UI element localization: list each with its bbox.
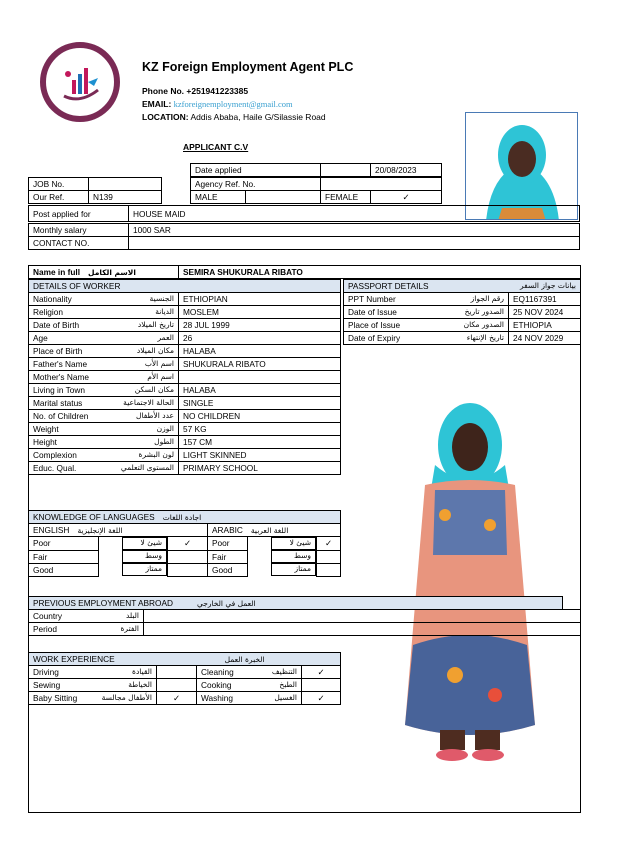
detail-value: LIGHT SKINNED	[179, 449, 341, 462]
work-skill-right: Washing الغسيل	[197, 692, 302, 705]
details-row	[29, 423, 341, 436]
detail-value: NO CHILDREN	[179, 410, 341, 423]
details-row	[29, 449, 341, 462]
detail-value: 157 CM	[179, 436, 341, 449]
work-tick-left: ✓	[157, 692, 197, 705]
country-label: Country البلد	[29, 610, 144, 623]
detail-label: Living in Town مكان السكن	[29, 384, 179, 397]
work-tick-left	[157, 679, 197, 692]
job-ref-table	[28, 177, 162, 204]
detail-label: No. of Children عدد الأطفال	[29, 410, 179, 423]
details-row	[29, 293, 341, 306]
salary-label: Monthly salary	[29, 224, 129, 237]
details-row	[29, 332, 341, 345]
portrait-icon	[466, 113, 578, 220]
post-label: Post applied for	[29, 206, 129, 222]
lang-level-label: Poor	[208, 537, 248, 551]
female-tick: ✓	[371, 191, 442, 204]
detail-value: HALABA	[179, 345, 341, 358]
lang-level-label: Fair	[29, 550, 99, 563]
detail-value	[179, 371, 341, 384]
detail-label: Mother's Name اسم الأم	[29, 371, 179, 384]
work-skill-right: Cleaning التنظيف	[197, 666, 302, 679]
detail-label: Date of Birth تاريخ الميلاد	[29, 319, 179, 332]
work-tick-right: ✓	[302, 666, 341, 679]
passport-label: Date of Expiry تاريخ الإنتهاء	[344, 332, 509, 345]
agency-ref-label: Agency Ref. No.	[191, 178, 321, 191]
lang-level-ar: ممتاز	[122, 563, 167, 576]
arabic-tick	[317, 563, 341, 576]
detail-value: HALABA	[179, 384, 341, 397]
our-ref-value: N139	[89, 191, 162, 204]
contact-label: CONTACT NO.	[29, 237, 129, 250]
arabic-label: ARABIC اللغة العربية	[208, 524, 341, 537]
lang-level-label: Good	[208, 563, 248, 576]
male-label: MALE	[191, 191, 246, 204]
lang-level-label: Fair	[208, 550, 248, 563]
passport-row	[344, 332, 581, 345]
details-row	[29, 319, 341, 332]
languages-table	[28, 510, 341, 577]
passport-value: EQ1167391	[509, 293, 581, 306]
passport-label: PPT Number رقم الجواز	[344, 293, 509, 306]
work-row	[29, 679, 341, 692]
detail-label: Weight الوزن	[29, 423, 179, 436]
post-table	[28, 205, 580, 222]
lang-level-ar: شيئ لا	[271, 537, 316, 550]
passport-value: 25 NOV 2024	[509, 306, 581, 319]
prev-employment-heading: PREVIOUS EMPLOYMENT ABROAD العمل في الخارجي	[29, 597, 563, 610]
name-row	[28, 265, 581, 279]
detail-value: SINGLE	[179, 397, 341, 410]
detail-label: Religion الديانة	[29, 306, 179, 319]
details-row	[29, 371, 341, 384]
detail-label: Place of Birth مكان الميلاد	[29, 345, 179, 358]
work-row	[29, 666, 341, 679]
salary-contact-table	[28, 223, 580, 250]
detail-value: SHUKURALA RIBATO	[179, 358, 341, 371]
lang-level-label: Good	[29, 563, 99, 576]
detail-label: Educ. Qual. المستوى التعلمي	[29, 462, 179, 475]
languages-heading: KNOWLEDGE OF LANGUAGES اجادة اللغات	[29, 511, 341, 524]
passport-table	[343, 279, 581, 345]
company-email: EMAIL: kzforeignemployment@gmail.com	[142, 99, 293, 109]
post-value: HOUSE MAID	[129, 206, 580, 222]
work-skill-left: Baby Sitting الأطفال مجالسة	[29, 692, 157, 705]
work-experience-table	[28, 652, 341, 705]
passport-row	[344, 319, 581, 332]
name-value: SEMIRA SHUKURALA RIBATO	[179, 266, 581, 279]
english-tick	[168, 563, 208, 576]
detail-value: 57 KG	[179, 423, 341, 436]
passport-value: ETHIOPIA	[509, 319, 581, 332]
details-row	[29, 345, 341, 358]
date-applied-label: Date applied	[191, 164, 321, 177]
salary-value: 1000 SAR	[129, 224, 580, 237]
detail-value: 26	[179, 332, 341, 345]
prev-employment-table	[28, 596, 581, 636]
work-skill-left: Sewing الخياطة	[29, 679, 157, 692]
company-logo	[40, 42, 120, 122]
details-table	[28, 279, 341, 475]
detail-label: Complexion لون البشرة	[29, 449, 179, 462]
details-row	[29, 397, 341, 410]
agency-gender-table	[190, 177, 442, 204]
work-skill-right: Cooking الطبخ	[197, 679, 302, 692]
detail-label: Father's Name اسم الأب	[29, 358, 179, 371]
passport-heading: PASSPORT DETAILS بيانات جواز السفر	[344, 280, 581, 293]
work-tick-left	[157, 666, 197, 679]
work-skill-left: Driving القيادة	[29, 666, 157, 679]
detail-value: PRIMARY SCHOOL	[179, 462, 341, 475]
details-row	[29, 462, 341, 475]
detail-label: Nationality الجنسية	[29, 293, 179, 306]
female-label: FEMALE	[321, 191, 371, 204]
language-row	[29, 563, 341, 576]
language-row	[29, 537, 341, 551]
detail-value: ETHIOPIAN	[179, 293, 341, 306]
company-name: KZ Foreign Employment Agent PLC	[142, 60, 354, 74]
detail-value: MOSLEM	[179, 306, 341, 319]
detail-label: Marital status الحالة الاجتماعية	[29, 397, 179, 410]
full-body-portrait-icon	[395, 395, 545, 770]
english-label: ENGLISH اللغة الإنجليزية	[29, 524, 208, 537]
our-ref-label: Our Ref.	[29, 191, 89, 204]
english-tick	[168, 550, 208, 563]
details-row	[29, 410, 341, 423]
language-row	[29, 550, 341, 563]
lang-level-ar: وسط	[122, 550, 167, 563]
details-row	[29, 358, 341, 371]
date-applied-table	[190, 163, 442, 177]
details-row	[29, 436, 341, 449]
english-tick: ✓	[168, 537, 208, 551]
passport-row	[344, 306, 581, 319]
work-tick-right: ✓	[302, 692, 341, 705]
work-row	[29, 692, 341, 705]
passport-row	[344, 293, 581, 306]
details-row	[29, 306, 341, 319]
passport-label: Date of Issue الصدور تاريخ	[344, 306, 509, 319]
arabic-tick: ✓	[317, 537, 341, 551]
details-heading: DETAILS OF WORKER	[29, 280, 341, 293]
lang-level-ar: ممتاز	[271, 563, 316, 576]
cv-title: APPLICANT C.V	[183, 142, 249, 152]
work-tick-right	[302, 679, 341, 692]
detail-label: Age العمر	[29, 332, 179, 345]
job-no-label: JOB No.	[29, 178, 89, 191]
company-phone: Phone No. +251941223385	[142, 86, 249, 96]
passport-label: Place of Issue الصدور مكان	[344, 319, 509, 332]
work-experience-heading: WORK EXPERIENCE الخبرة العمل	[29, 653, 341, 666]
name-label: Name in full الاسم الكامل	[29, 266, 179, 279]
date-applied-value: 20/08/2023	[371, 164, 442, 177]
applicant-photo-small	[465, 112, 578, 220]
period-label: Period الفترة	[29, 623, 144, 636]
applicant-photo-full	[395, 395, 545, 770]
detail-label: Height الطول	[29, 436, 179, 449]
details-row	[29, 384, 341, 397]
detail-value: 28 JUL 1999	[179, 319, 341, 332]
company-location: LOCATION: Addis Ababa, Haile G/Silassie Road	[142, 112, 326, 122]
arabic-tick	[317, 550, 341, 563]
lang-level-ar: وسط	[271, 550, 316, 563]
passport-value: 24 NOV 2029	[509, 332, 581, 345]
lang-level-ar: شيئ لا	[122, 537, 167, 550]
lang-level-label: Poor	[29, 537, 99, 551]
logo-graphic-icon	[58, 60, 102, 104]
